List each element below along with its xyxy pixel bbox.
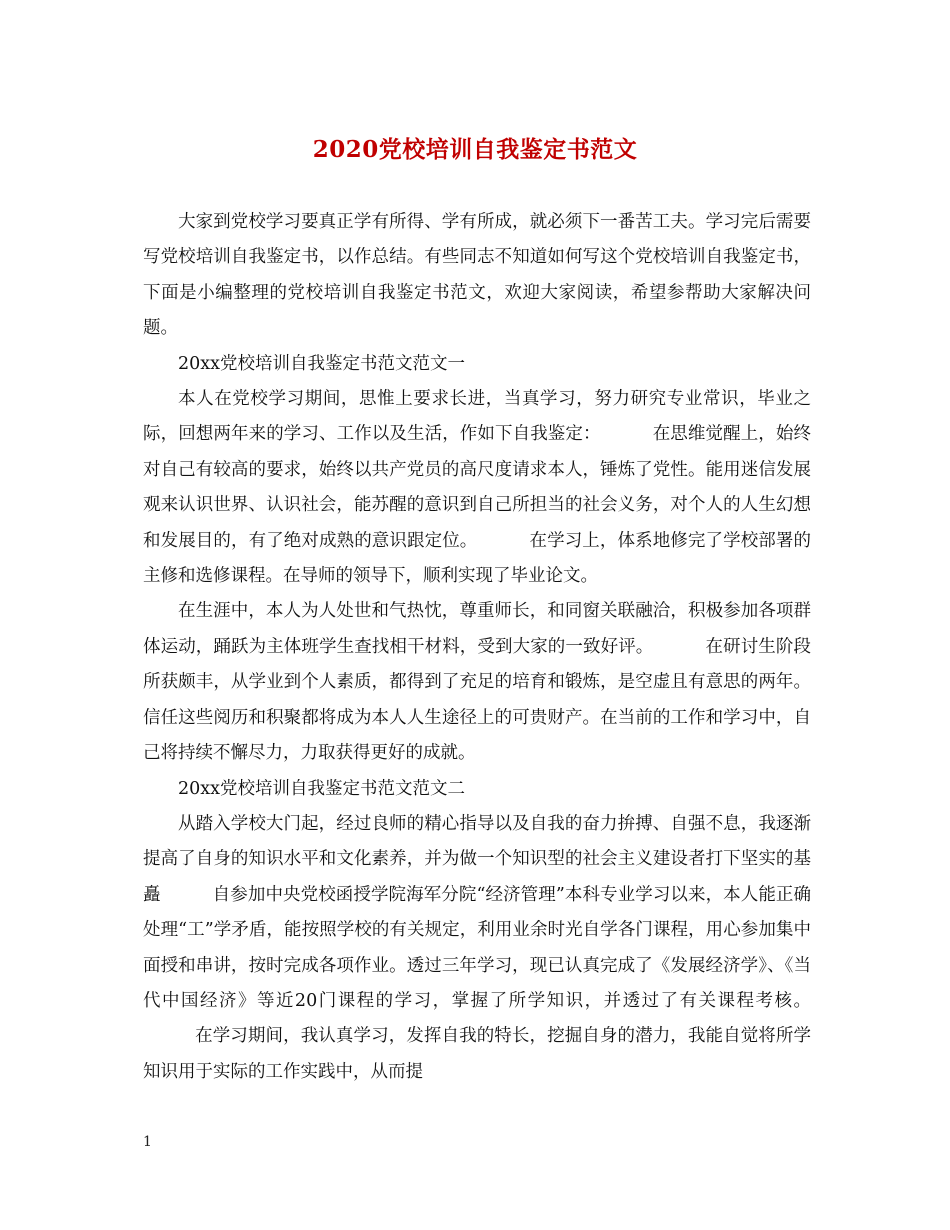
section-heading-2-text: 20xx党校培训自我鉴定书范文范文二 — [178, 778, 466, 799]
document-title: 2020党校培训自我鉴定书范文 — [312, 136, 638, 163]
section-2-paragraph-1-part-b: 自参加中央党校函授学院海军分院“经济管理”本科专业学习以来，本人能正确处理“工”学矛盾，能按照学校的有关规定，利用业余时光自学各门课程，用心参加集中面授和串讲，按时完成各项作业。透过三年学习，现已认真完成了《发展经济学》、《当代中国经济》等近20门课程的学习，掌握了所学知识，并透过了有关课程考核。 — [143, 884, 812, 1011]
section-1-paragraph-1-part-b: 在思维觉醒上，始终对自己有较高的要求，始终以共产党员的高尺度请求本人，锤炼了党性。能用迷信发展观来认识世界、认识社会，能苏醒的意识到自己所担当的社会义务，对个人的人生幻想和发展目的，有了绝对成熟的意识跟定位。 — [143, 424, 812, 551]
document-body — [143, 205, 811, 1090]
intro-text: 大家到党校学习要真正学有所得、学有所成，就必须下一番苦工夫。学习完后需要写党校培训自我鉴定书，以作总结。有些同志不知道如何写这个党校培训自我鉴定书，下面是小编整理的党校培训自我鉴定书范文，欢迎大家阅读，希望参帮助大家解决问题。 — [143, 212, 811, 339]
section-2-paragraph-1-part-a: 从踏入学校大门起，经过良师的精心指导以及自我的奋力拚搏、自强不息，我逐渐提高了自身的知识水平和文化素养，并为做一个知识型的社会主义建设者打下坚实的基矗 — [143, 813, 811, 905]
section-2-paragraph-1 — [143, 807, 811, 1090]
section-1-paragraph-1 — [143, 382, 811, 594]
section-heading-2 — [143, 772, 811, 807]
section-1-paragraph-2-part-b: 在研讨生阶段所获颇丰，从学业到个人素质，都得到了充足的培育和锻炼，是空虚且有意思的两年。信任这些阅历和积聚都将成为本人人生途径上的可贵财产。在当前的工作和学习中，自己将持续不懈尽力，力取获得更好的成就。 — [143, 636, 812, 764]
section-1-paragraph-1-part-a: 本人在党校学习期间，思惟上要求长进，当真学习，努力研究专业常识，毕业之际，回想两年来的学习、工作以及生活，作如下自我鉴定： — [143, 389, 811, 445]
section-heading-1 — [143, 347, 811, 382]
section-1-paragraph-2 — [143, 594, 811, 771]
page-number: 1 — [143, 1134, 152, 1150]
section-1-paragraph-2-part-a: 在生涯中，本人为人处世和气热忱，尊重师长，和同窗关联融洽，积极参加各项群体运动，踊跃为主体班学生查找相干材料，受到大家的一致好评。 — [143, 601, 811, 657]
intro-paragraph — [143, 205, 811, 347]
section-heading-1-text: 20xx党校培训自我鉴定书范文范文一 — [178, 353, 466, 374]
section-2-paragraph-1-part-c: 在学习期间，我认真学习，发挥自我的特长，挖掘自身的潜力，我能自觉将所学知识用于实际的工作实践中，从而提 — [143, 1026, 811, 1082]
section-1-paragraph-1-part-c: 在学习上，体系地修完了学校部署的主修和选修课程。在导师的领导下，顺利实现了毕业论文。 — [143, 530, 812, 587]
